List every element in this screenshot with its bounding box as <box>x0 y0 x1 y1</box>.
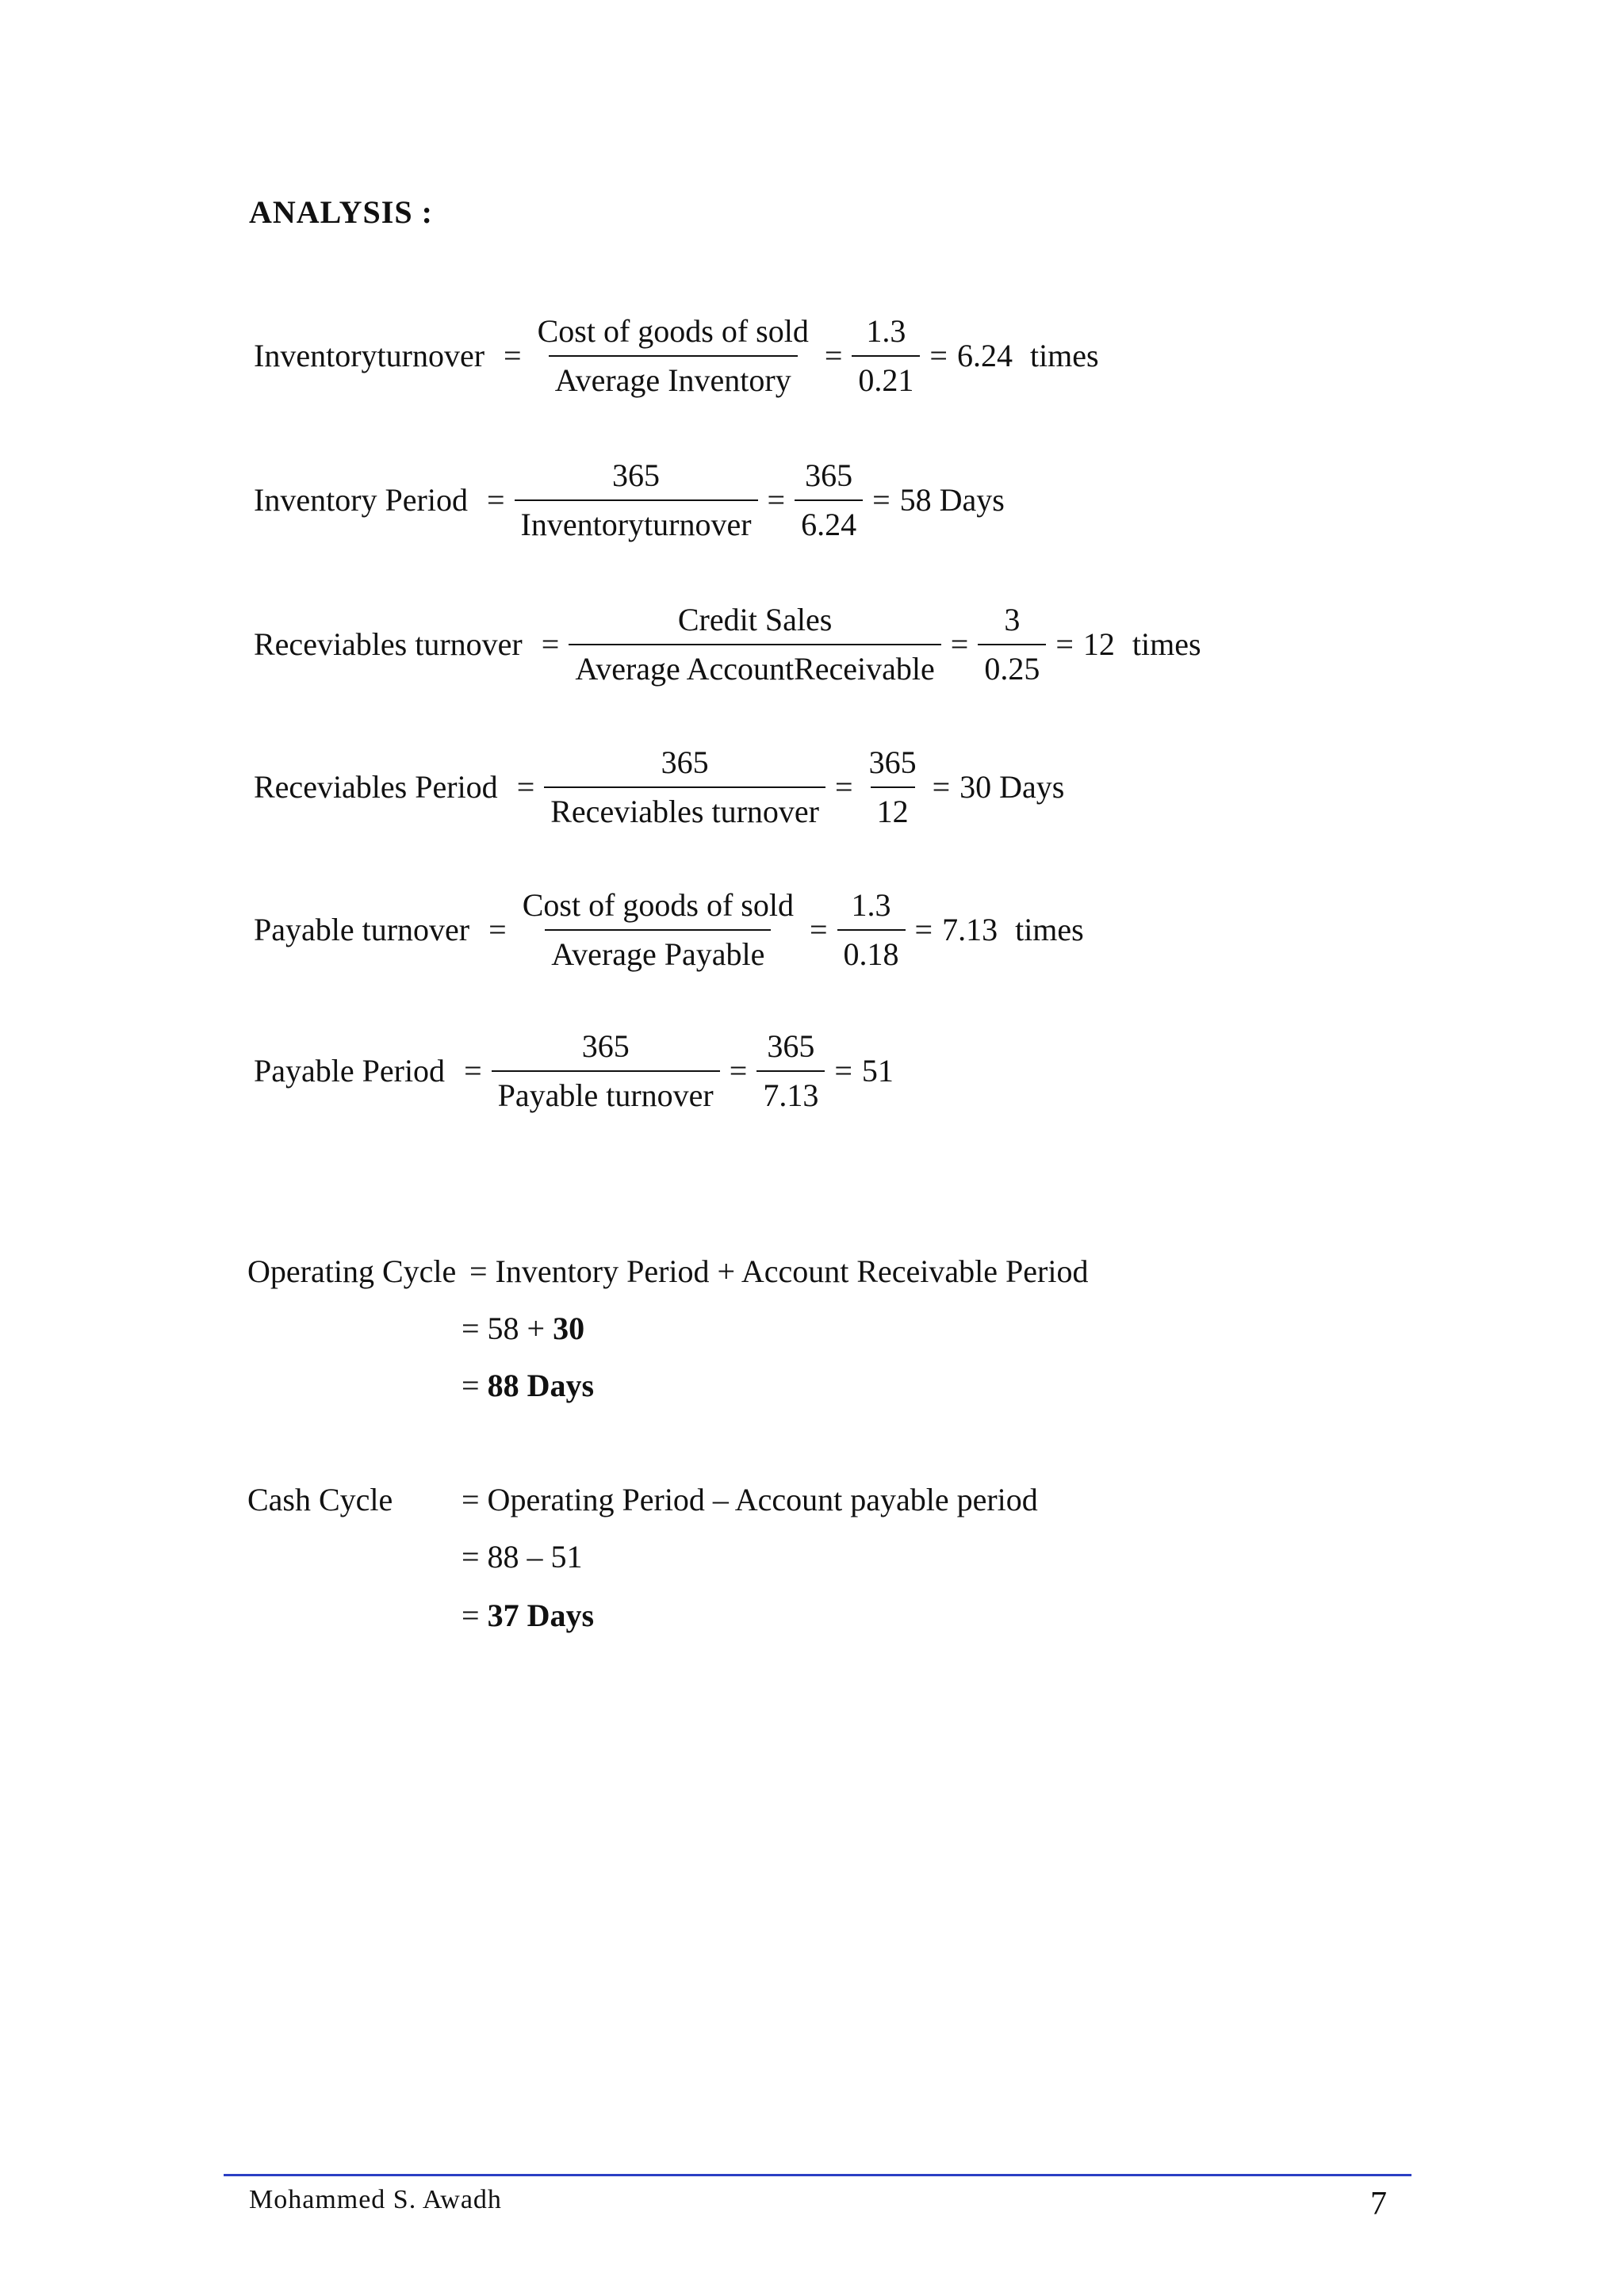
formula-unit: times <box>1015 912 1084 947</box>
numerator: 365 <box>868 744 917 780</box>
operating-cycle-line-2-text: = 58 + <box>462 1311 546 1346</box>
numerator: 365 <box>805 457 853 493</box>
equals-sign: = <box>834 1053 852 1089</box>
equals-sign: = <box>872 482 891 518</box>
numerator: 365 <box>767 1028 815 1064</box>
numerator: 3 <box>1004 602 1021 637</box>
page-heading: ANALYSIS : <box>249 194 433 230</box>
formula-label: Receviables turnover <box>254 626 523 662</box>
equals-sign: = <box>486 482 505 518</box>
numerator: Cost of goods of sold <box>522 887 794 923</box>
formula-result: 51 <box>861 1053 894 1089</box>
cash-cycle-result: 37 Days <box>487 1598 595 1633</box>
numerator: 365 <box>661 744 709 780</box>
formula-label: Inventoryturnover <box>254 338 485 373</box>
equals-sign: = <box>767 482 786 518</box>
formula-result: 12 <box>1082 626 1115 662</box>
operating-cycle-line-3 <box>462 1367 594 1404</box>
formula-label: Receviables Period <box>254 769 498 805</box>
numerator: 365 <box>581 1028 630 1064</box>
fraction <box>516 887 800 972</box>
formula-result: 58 <box>899 482 932 518</box>
numerator: 1.3 <box>866 313 906 349</box>
equals-sign: = <box>929 338 948 373</box>
page-number: 7 <box>1370 2186 1387 2222</box>
formula-payable-turnover <box>254 887 1084 972</box>
equals-sign: = <box>824 338 843 373</box>
cash-cycle-line-1: = Operating Period – Account payable period <box>462 1482 1038 1517</box>
denominator: 0.25 <box>978 644 1046 685</box>
equals-sign: = <box>1055 626 1074 662</box>
operating-cycle-line-1: = Inventory Period + Account Receivable Period <box>469 1253 1089 1289</box>
fraction <box>837 887 906 972</box>
equals-sign: = <box>914 912 933 947</box>
formula-label: Payable Period <box>254 1053 446 1089</box>
formula-payable-period <box>254 1028 894 1113</box>
fraction <box>863 744 923 829</box>
denominator: Receviables turnover <box>544 786 825 828</box>
denominator: 12 <box>871 786 915 828</box>
formula-unit: Days <box>999 769 1065 805</box>
formula-receivables-turnover <box>254 604 1201 685</box>
fraction <box>492 1028 720 1113</box>
numerator: Cost of goods of sold <box>537 313 809 349</box>
footer-rule <box>224 2174 1411 2176</box>
fraction <box>756 1028 825 1113</box>
formula-receivables-period <box>254 744 1065 829</box>
equals-sign: = <box>729 1053 748 1089</box>
cash-cycle-line-3 <box>462 1597 594 1634</box>
equals-sign: = <box>516 769 535 805</box>
operating-cycle-line-3-text: = <box>462 1368 480 1403</box>
equals-sign: = <box>504 338 522 373</box>
denominator: Payable turnover <box>492 1070 720 1112</box>
fraction <box>515 457 758 542</box>
fraction <box>852 313 920 398</box>
cash-cycle-label: Cash Cycle <box>247 1482 393 1517</box>
formula-unit: Days <box>939 482 1005 518</box>
formula-inventory-turnover <box>254 313 1099 398</box>
footer-author: Mohammed S. Awadh <box>249 2185 502 2214</box>
formula-unit: times <box>1132 626 1201 662</box>
formula-result: 7.13 <box>942 912 998 947</box>
equals-sign: = <box>464 1053 482 1089</box>
denominator: 6.24 <box>795 499 863 541</box>
fraction <box>795 457 863 542</box>
formula-result: 6.24 <box>956 338 1013 373</box>
fraction <box>978 604 1046 685</box>
denominator: Average Payable <box>545 929 771 970</box>
operating-cycle-result: 88 Days <box>487 1368 595 1403</box>
equals-sign: = <box>541 626 560 662</box>
operating-cycle-label: Operating Cycle <box>247 1253 457 1289</box>
numerator: Credit Sales <box>677 602 833 637</box>
denominator: Average AccountReceivable <box>569 644 940 685</box>
formula-inventory-period <box>254 457 1005 542</box>
fraction <box>531 313 815 398</box>
fraction <box>569 604 940 685</box>
denominator: Inventoryturnover <box>515 499 758 541</box>
denominator: 7.13 <box>756 1070 825 1112</box>
equals-sign: = <box>835 769 853 805</box>
numerator: 1.3 <box>851 887 891 923</box>
numerator: 365 <box>612 457 661 493</box>
formula-unit: times <box>1029 338 1099 373</box>
equals-sign: = <box>950 626 969 662</box>
formula-result: 30 <box>959 769 992 805</box>
operating-cycle-line-2-value: 30 <box>553 1311 585 1346</box>
equals-sign: = <box>809 912 828 947</box>
equals-sign: = <box>932 769 951 805</box>
cash-cycle-line-3-text: = <box>462 1598 480 1633</box>
operating-cycle-line-2 <box>462 1310 584 1347</box>
denominator: Average Inventory <box>549 355 798 396</box>
formula-label: Inventory Period <box>254 482 468 518</box>
formula-label: Payable turnover <box>254 912 470 947</box>
denominator: 0.21 <box>852 355 920 396</box>
fraction <box>544 744 825 829</box>
cash-cycle-line-2: = 88 – 51 <box>462 1539 583 1575</box>
denominator: 0.18 <box>837 929 906 970</box>
equals-sign: = <box>488 912 507 947</box>
